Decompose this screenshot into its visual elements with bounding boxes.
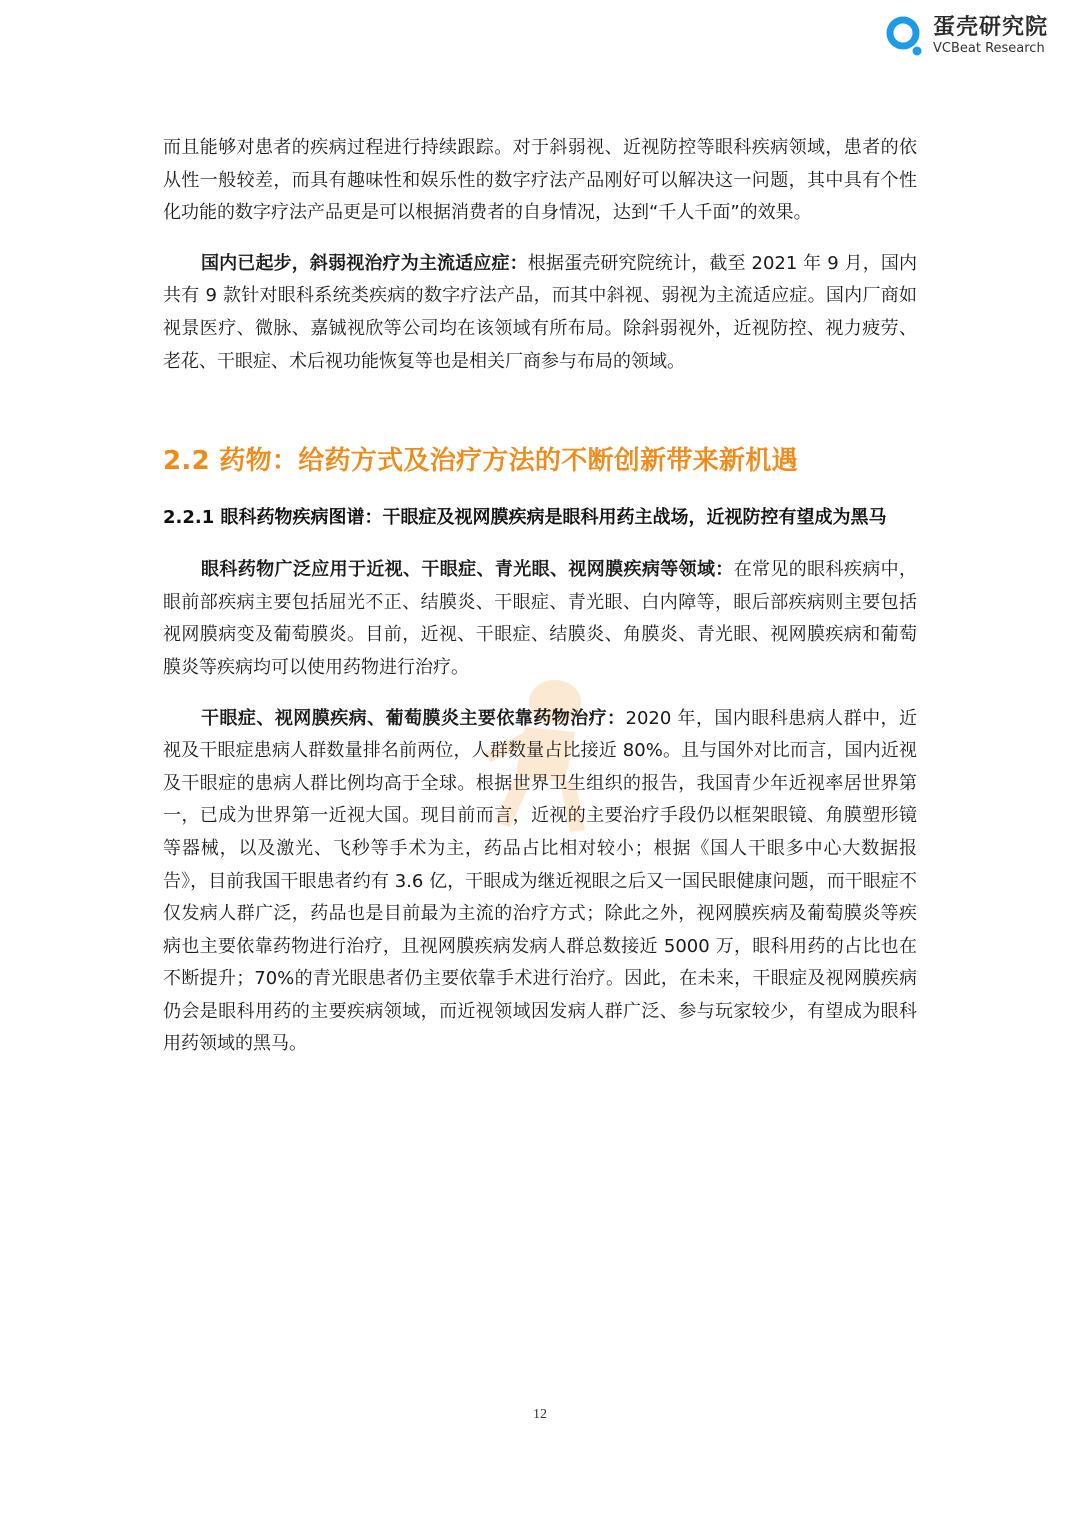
vcbeat-logo-icon xyxy=(885,14,925,58)
paragraph-lead: 国内已起步，斜弱视治疗为主流适应症： xyxy=(201,252,528,274)
paragraph-lead: 眼科药物广泛应用于近视、干眼症、青光眼、视网膜疾病等领域： xyxy=(201,559,734,581)
paragraph-text: 在常见的眼科疾病中，眼前部疾病主要包括屈光不正、结膜炎、干眼症、青光眼、白内障等，眼后部疾病则主要包括视网膜病变及葡萄膜炎。目前，近视、干眼症、结膜炎、角膜炎、青光眼、视网膜疾病和葡萄膜炎等疾病均可以使用药物进行治疗。 xyxy=(163,559,918,678)
paragraph-lead: 干眼症、视网膜疾病、葡萄膜炎主要依靠药物治疗： xyxy=(201,707,626,729)
brand-name-cn: 蛋壳研究院 xyxy=(932,15,1048,40)
paragraph: 而且能够对患者的疾病过程进行持续跟踪。对于斜弱视、近视防控等眼科疾病领域，患者的依从性一般较差，而具有趣味性和娱乐性的数字疗法产品刚好可以解决这一问题，其中具有个性化功能的数字疗法产品更是可以根据消费者的自身情况，达到“千人千面”的效果。 xyxy=(163,137,917,224)
page-header xyxy=(885,14,1048,58)
subsection-title: 2.2.1 眼科药物疾病图谱：干眼症及视网膜疾病是眼科用药主战场，近视防控有望成为黑马 xyxy=(163,507,887,529)
paragraph-text: 2020 年，国内眼科患病人群中，近视及干眼症患病人群数量排名前两位，人群数量占比接近 80%。且与国外对比而言，国内近视及干眼症的患病人群比例均高于全球。根据世界卫生组织的报告，我国青少年近视率居世界第一，已成为世界第一近视大国。现目前而言，近视的主要治疗手段仍以框架眼镜、角膜塑形镜等器械，以及激光、飞秒等手术为主，药品占比相对较小；根据《国人干眼多中心大数据报告》，目前我国干眼患者约有 3.6 亿，干眼成为继近视眼之后又一国民眼健康问题，而干眼症不仅发病人群广泛，药品也是目前最为主流的治疗方式；除此之外，视网膜疾病及葡萄膜炎等疾病也主要依靠药物进行治疗，且视网膜疾病发病人群总数接近 5000 万，眼科用药的占比也在不断提升；70%的青光眼患者仍主要依靠手术进行治疗。因此，在未来，干眼症及视网膜疾病仍会是眼科用药的主要疾病领域，而近视领域因发病人群广泛、参与玩家较少，有望成为眼科用药领域的黑马。 xyxy=(163,707,918,1055)
paragraph xyxy=(163,703,917,1062)
document-body xyxy=(163,132,917,1061)
brand-text xyxy=(933,17,1048,55)
section-title: 2.2 药物：给药方式及治疗方法的不断创新带来新机遇 xyxy=(163,446,798,477)
paragraph xyxy=(163,248,917,378)
paragraph-text: 根据蛋壳研究院统计，截至 2021 年 9 月，国内共有 9 款针对眼科系统类疾病的数字疗法产品，而其中斜视、弱视为主流适应症。国内厂商如视景医疗、微脉、嘉铖视欣等公司均在该领域有所布局。除斜弱视外，近视防控、视力疲劳、老花、干眼症、术后视功能恢复等也是相关厂商参与布局的领域。 xyxy=(163,252,918,372)
page-number: 12 xyxy=(533,1407,547,1422)
brand-name-en: VCBeat Research xyxy=(932,41,1045,56)
paragraph xyxy=(163,554,917,684)
